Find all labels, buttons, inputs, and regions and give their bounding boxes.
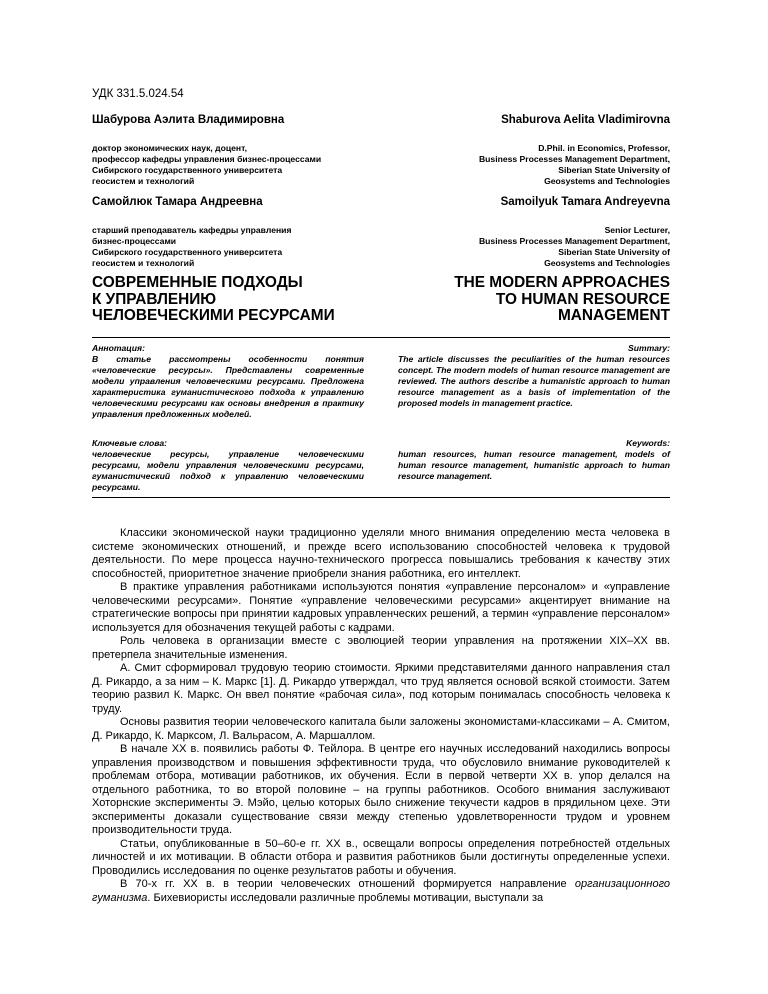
aff-line: профессор кафедры управления бизнес-процессами — [92, 154, 322, 164]
abstract-en-text: The article discusses the peculiarities of the human resources concept. The modern models of human resource management are reviewed. The authors describe a humanistic approach to human resource management as a basis of implementation of the proposed models in management practice. — [398, 354, 670, 408]
aff-line: геосистем и технологий — [92, 258, 195, 268]
abstract-en-heading: Summary: — [627, 343, 670, 353]
author-1-aff-ru — [92, 143, 372, 187]
author-1-name-en: Shaburova Aelita Vladimirovna — [501, 114, 670, 126]
body-paragraph-last — [92, 878, 670, 905]
aff-line: геосистем и технологий — [92, 176, 195, 186]
author-2-aff-ru — [92, 225, 372, 269]
title-ru — [92, 275, 372, 325]
abstract-ru-text: В статье рассмотрены особенности понятия «человеческие ресурсы». Представлены современные модели управления человеческими ресурсами. Предложена характеристика гуманистического подхода к управлению человеческими ресурсами как основы внедрения в практику управления предложенных моделей. — [92, 354, 364, 419]
aff-line: Senior Lecturer, — [604, 225, 670, 235]
body-paragraph: А. Смит сформировал трудовую теорию стоимости. Яркими представителями данного направления стал Д. Рикардо, а за ним – К. Маркс [1]. Д. Рикардо утверждал, что труд является основой всякой стоимости. Затем теорию развил К. Маркс. Он ввел понятие «рабочая сила», под которым понималась способность человека к труду. — [92, 662, 670, 715]
author-1-name-ru: Шабурова Аэлита Владимировна — [92, 114, 285, 126]
author-2-aff-en — [390, 225, 670, 269]
aff-line: Siberian State University of — [558, 165, 670, 175]
title-en — [390, 275, 670, 325]
keywords-en-text: human resources, human resource management, models of human resource management, humanistic approach to human resource management. — [398, 449, 670, 481]
title-line: MANAGEMENT — [557, 307, 670, 324]
body-paragraph: Основы развития теории человеческого капитала были заложены экономистами-классиками – А. Смитом, Д. Рикардо, К. Марксом, Л. Вальрасом, А. Маршаллом. — [92, 716, 670, 742]
aff-line: D.Phil. in Economics, Professor, — [538, 143, 670, 153]
author-2-name-en: Samoilyuk Tamara Andreyevna — [500, 196, 670, 208]
aff-line: доктор экономических наук, доцент, — [92, 143, 248, 153]
aff-line: Geosystems and Technologies — [544, 258, 670, 268]
author-2-name-ru: Самойлюк Тамара Андреевна — [92, 196, 263, 208]
keywords-ru — [92, 438, 364, 493]
abstract-ru — [92, 343, 364, 420]
body-text: . Бихевиористы исследовали различные проблемы мотивации, выступали за — [147, 891, 544, 904]
body-paragraph: Классики экономической науки традиционно уделяли много внимания определению места человека в системе экономических отношений, и прежде всего использованию способностей человека к трудовой деятельности. По мере процесса научно-технического прогресса повышались требования к качеству этих способностей, приоритетное значение приобрели знания работника, его интеллект. — [92, 527, 670, 580]
author-1-aff-en — [390, 143, 670, 187]
body-emphasis: организационного гуманизма — [92, 878, 670, 904]
aff-line: Сибирского государственного университета — [92, 165, 283, 175]
article-body — [92, 527, 670, 905]
keywords-ru-text: человеческие ресурсы, управление человеческими ресурсами, модели управления человеческими ресурсами, гуманистический подход к управлению человеческими ресурсами. — [92, 449, 364, 492]
title-line: ЧЕЛОВЕЧЕСКИМИ РЕСУРСАМИ — [92, 307, 335, 324]
body-paragraph: Роль человека в организации вместе с эволюцией теории управления на протяжении XIX–XX вв. претерпела значительные изменения. — [92, 635, 670, 661]
title-line: К УПРАВЛЕНИЮ — [92, 290, 217, 308]
title-line: TO HUMAN RESOURCE — [495, 290, 670, 308]
aff-line: бизнес-процессами — [92, 236, 177, 246]
aff-line: Business Processes Management Department, — [478, 236, 670, 246]
aff-line: Сибирского государственного университета — [92, 247, 283, 257]
keywords-ru-heading: Ключевые слова: — [92, 438, 167, 448]
aff-line: Geosystems and Technologies — [544, 176, 670, 186]
abstract-ru-heading: Аннотация: — [92, 343, 145, 353]
body-paragraph: В начале XX в. появились работы Ф. Тейлора. В центре его научных исследований находились вопросы управления производством и повышения эффективности труда, что обусловило внимание руководителей к проблемам отбора, мотивации работников, их обучения. Если в первой четверти XX в. упор делался на отдельного работника, то во второй половине – на группы работников. Особого внимания заслуживают Хоторнские эксперименты Э. Мэйо, целью которых было снижение текучести кадров в прядильном цехе. Эти эксперименты доказали существование связи между степенью удовлетворенности трудом и уровнем производительности труда. — [92, 743, 670, 836]
title-line: THE MODERN APPROACHES — [454, 274, 670, 291]
aff-line: Siberian State University of — [558, 247, 670, 257]
title-line: СОВРЕМЕННЫЕ ПОДХОДЫ — [92, 274, 303, 291]
abstract-en — [398, 343, 670, 409]
body-paragraph: Статьи, опубликованные в 50–60-е гг. XX в., освещали вопросы определения потребностей отдельных личностей и их мотивации. В области отбора и развития работников были достигнуты определенные успехи. Проводились исследования по оценке результатов работы и обучения. — [92, 837, 670, 877]
body-paragraph: В практике управления работниками используются понятия «управление персоналом» и «управление человеческими ресурсами». Понятие «управление человеческими ресурсами» акцентирует внимание на стратегические вопросы при принятии кадровых управленческих решений, а термин «управление персоналом» используется для обозначения текущей работы с кадрами. — [92, 581, 670, 634]
keywords-en-heading: Keywords: — [626, 438, 670, 448]
udk-code: УДК 331.5.024.54 — [92, 88, 184, 100]
abstract-box — [92, 337, 670, 498]
keywords-en — [398, 438, 670, 482]
body-text: В 70-х гг. XX в. в теории человеческих отношений формируется направление — [120, 878, 567, 890]
aff-line: Business Processes Management Department, — [478, 154, 670, 164]
aff-line: старший преподаватель кафедры управления — [92, 225, 292, 235]
